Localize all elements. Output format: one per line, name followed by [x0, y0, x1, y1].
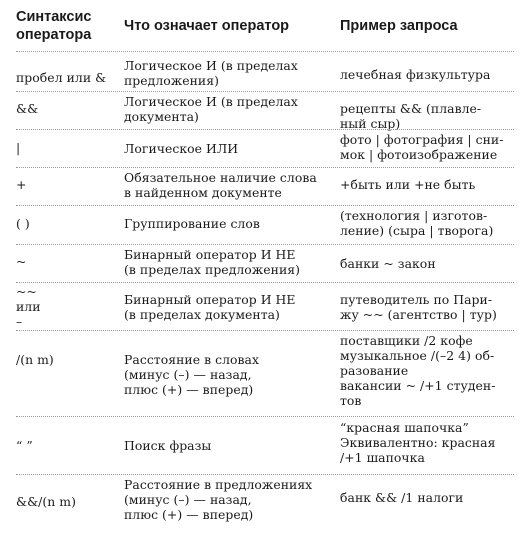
row-divider — [16, 129, 514, 130]
row-divider — [16, 244, 514, 245]
cell-syntax: пробел или & — [16, 70, 107, 85]
cell-example: +быть или +не быть — [340, 177, 476, 192]
cell-syntax: /(n m) — [16, 352, 54, 367]
cell-syntax: ~ — [16, 254, 27, 269]
cell-meaning: Расстояние в словах (минус (–) — назад, плюс (+) — вперед) — [124, 352, 260, 397]
cell-example: “красная шапочка” Эквивалентно: красная /+1 шапочка — [340, 420, 496, 465]
cell-syntax: | — [16, 140, 21, 155]
cell-meaning: Логическое И (в пределах документа) — [124, 94, 298, 124]
cell-syntax: “ ” — [16, 438, 33, 453]
cell-example: фото | фотография | сни- мок | фотоизображение — [340, 132, 504, 162]
cell-meaning: Бинарный оператор И НЕ (в пределах документа) — [124, 292, 296, 322]
cell-meaning: Бинарный оператор И НЕ (в пределах предложения) — [124, 247, 300, 277]
cell-example: (технология | изготов- ление) (сыра | творога) — [340, 208, 494, 238]
cell-syntax: + — [16, 177, 27, 192]
row-divider — [16, 91, 514, 92]
row-divider — [16, 282, 514, 283]
cell-example: лечебная физкультура — [340, 67, 491, 82]
cell-syntax: &&/(n m) — [16, 494, 76, 509]
cell-meaning: Группирование слов — [124, 216, 260, 231]
header-meaning: Что означает оператор — [124, 18, 290, 34]
header-syntax: Синтаксис оператора — [16, 9, 92, 43]
cell-meaning: Обязательное наличие слова в найденном документе — [124, 170, 317, 200]
cell-meaning: Расстояние в предложениях (минус (–) — назад, плюс (+) — вперед) — [124, 477, 313, 522]
row-divider — [16, 416, 514, 417]
cell-meaning: Поиск фразы — [124, 438, 212, 453]
row-divider — [16, 167, 514, 168]
cell-example: банки ~ закон — [340, 256, 436, 271]
cell-syntax: ~~ или – — [16, 284, 41, 329]
header-example: Пример запроса — [340, 18, 458, 34]
cell-example: поставщики /2 кофе музыкальное /(–2 4) об- разование вакансии ~ /+1 студен- тов — [340, 333, 496, 408]
cell-meaning: Логическое ИЛИ — [124, 141, 239, 156]
header-rule — [16, 51, 514, 52]
cell-syntax: ( ) — [16, 216, 30, 231]
row-divider — [16, 205, 514, 206]
cell-example: путеводитель по Пари- жу ~~ (агентство | тур) — [340, 292, 497, 322]
cell-example: банк && /1 налоги — [340, 490, 464, 505]
cell-example: рецепты && (плавле- ный сыр) — [340, 101, 482, 131]
cell-syntax: && — [16, 101, 39, 116]
row-divider — [16, 330, 514, 331]
cell-meaning: Логическое И (в пределах предложения) — [124, 58, 298, 88]
row-divider — [16, 474, 514, 475]
